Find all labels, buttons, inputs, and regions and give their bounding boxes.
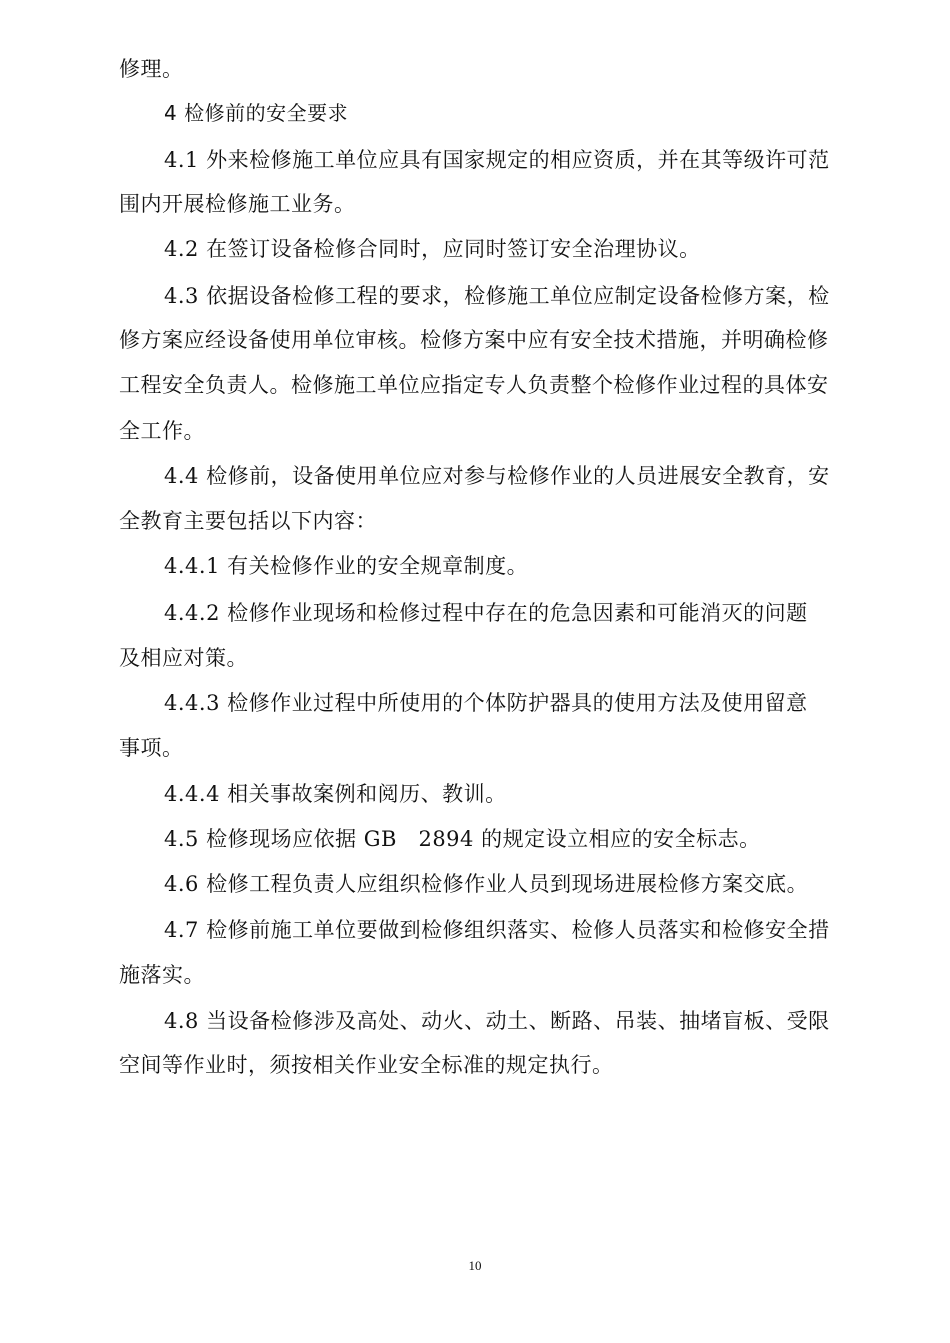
paragraph-line: 4.2 在签订设备检修合同时，应同时签订安全治理协议。 <box>164 237 701 261</box>
paragraph-line: 4.4.1 有关检修作业的安全规章制度。 <box>164 554 529 578</box>
continuation-line: 修理。 <box>119 57 184 81</box>
paragraph-line: 4.8 当设备检修涉及高处、动火、动土、断路、吊装、抽堵盲板、受限 <box>164 1009 830 1033</box>
paragraph-line: 4.6 检修工程负责人应组织检修作业人员到现场进展检修方案交底。 <box>164 872 809 896</box>
section-heading: 4 检修前的安全要求 <box>164 101 349 125</box>
paragraph-line: 4.7 检修前施工单位要做到检修组织落实、检修人员落实和检修安全措 <box>164 918 830 942</box>
paragraph-line: 4.4 检修前，设备使用单位应对参与检修作业的人员进展安全教育，安 <box>164 464 830 488</box>
paragraph-line: 4.4.4 相关事故案例和阅历、教训。 <box>164 782 507 806</box>
paragraph-line: 全工作。 <box>119 419 205 443</box>
paragraph-line: 工程安全负责人。检修施工单位应指定专人负责整个检修作业过程的具体安 <box>119 373 829 397</box>
paragraph-line: 4.5 检修现场应依据 GB 2894 的规定设立相应的安全标志。 <box>164 827 761 851</box>
paragraph-line: 全教育主要包括以下内容： <box>119 509 377 533</box>
paragraph-line: 施落实。 <box>119 963 205 987</box>
paragraph-line: 及相应对策。 <box>119 646 248 670</box>
page-number: 10 <box>468 1258 482 1273</box>
paragraph-line: 空间等作业时，须按相关作业安全标准的规定执行。 <box>119 1053 614 1077</box>
paragraph-line: 4.3 依据设备检修工程的要求，检修施工单位应制定设备检修方案，检 <box>164 284 830 308</box>
paragraph-line: 修方案应经设备使用单位审核。检修方案中应有安全技术措施，并明确检修 <box>119 328 829 352</box>
paragraph-line: 围内开展检修施工业务。 <box>119 192 356 216</box>
paragraph-line: 4.4.3 检修作业过程中所使用的个体防护器具的使用方法及使用留意 <box>164 691 808 715</box>
paragraph-line: 事项。 <box>119 736 184 760</box>
paragraph-line: 4.4.2 检修作业现场和检修过程中存在的危急因素和可能消灭的问题 <box>164 601 808 625</box>
paragraph-line: 4.1 外来检修施工单位应具有国家规定的相应资质，并在其等级许可范 <box>164 148 830 172</box>
